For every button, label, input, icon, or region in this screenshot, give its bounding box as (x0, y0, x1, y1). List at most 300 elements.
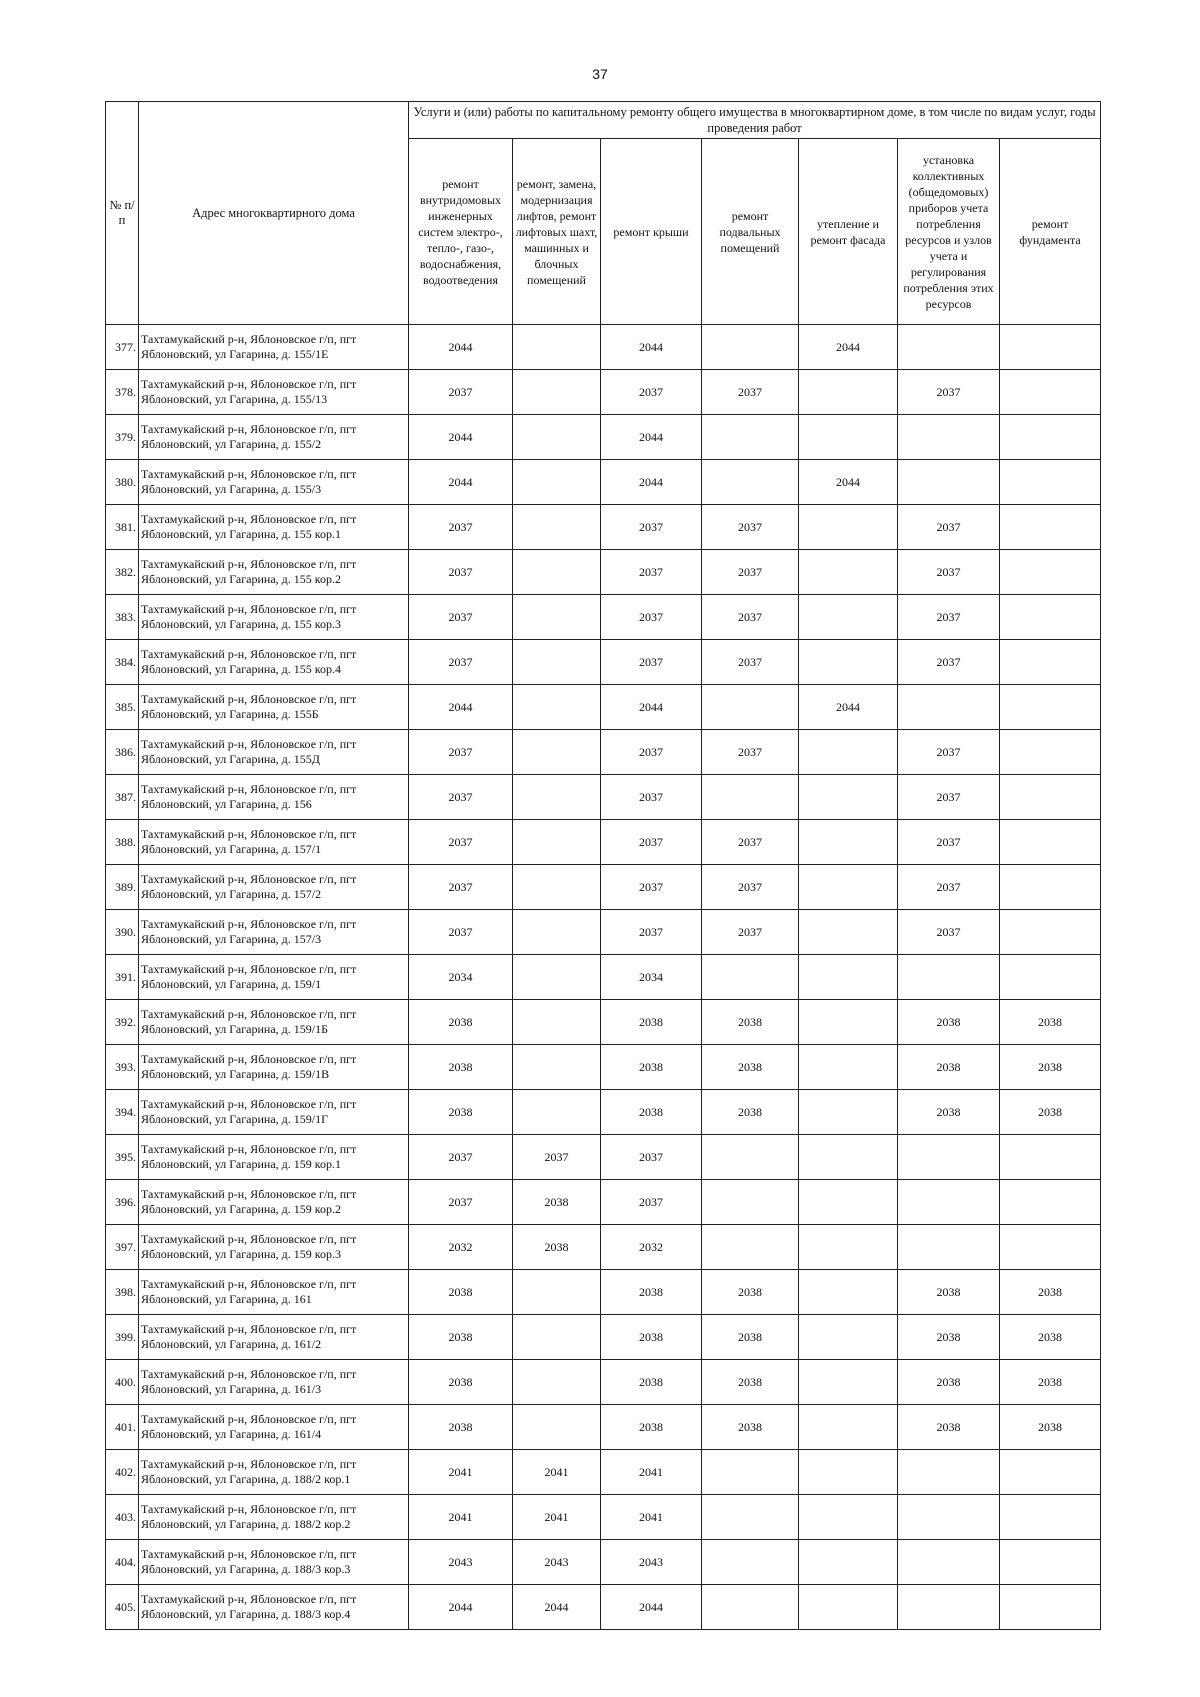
row-number: 396. (106, 1180, 139, 1225)
year-basement: 2038 (702, 1270, 799, 1315)
capital-repair-table (105, 101, 1101, 1630)
year-foundation (1000, 1495, 1101, 1540)
table-row (106, 1450, 1101, 1495)
year-elevators (513, 1045, 601, 1090)
year-engineering-systems: 2044 (409, 325, 513, 370)
table-body (106, 325, 1101, 1630)
year-foundation: 2038 (1000, 1315, 1101, 1360)
header-facade: утепление и ремонт фасада (799, 139, 898, 325)
table-row (106, 325, 1101, 370)
year-basement (702, 955, 799, 1000)
year-engineering-systems: 2037 (409, 775, 513, 820)
year-foundation (1000, 820, 1101, 865)
year-elevators (513, 325, 601, 370)
row-number: 401. (106, 1405, 139, 1450)
year-elevators (513, 505, 601, 550)
row-address: Тахтамукайский р-н, Яблоновское г/п, пгт Яблоновский, ул Гагарина, д. 155/1Е (139, 325, 409, 370)
year-foundation (1000, 1135, 1101, 1180)
year-roof: 2037 (601, 640, 702, 685)
row-address: Тахтамукайский р-н, Яблоновское г/п, пгт Яблоновский, ул Гагарина, д. 155Д (139, 730, 409, 775)
year-foundation (1000, 730, 1101, 775)
year-elevators (513, 1315, 601, 1360)
year-foundation (1000, 1180, 1101, 1225)
year-engineering-systems: 2034 (409, 955, 513, 1000)
year-elevators (513, 1360, 601, 1405)
year-roof: 2037 (601, 595, 702, 640)
row-address: Тахтамукайский р-н, Яблоновское г/п, пгт Яблоновский, ул Гагарина, д. 157/1 (139, 820, 409, 865)
row-address: Тахтамукайский р-н, Яблоновское г/п, пгт Яблоновский, ул Гагарина, д. 188/3 кор.4 (139, 1585, 409, 1630)
year-meters (898, 1180, 1000, 1225)
year-elevators (513, 460, 601, 505)
row-number: 393. (106, 1045, 139, 1090)
year-basement: 2037 (702, 505, 799, 550)
year-facade (799, 820, 898, 865)
year-basement: 2038 (702, 1360, 799, 1405)
year-engineering-systems: 2038 (409, 1090, 513, 1135)
year-elevators (513, 730, 601, 775)
table-row (106, 1405, 1101, 1450)
year-facade (799, 370, 898, 415)
year-roof: 2038 (601, 1270, 702, 1315)
row-number: 403. (106, 1495, 139, 1540)
year-roof: 2038 (601, 1090, 702, 1135)
year-meters: 2038 (898, 1270, 1000, 1315)
row-address: Тахтамукайский р-н, Яблоновское г/п, пгт Яблоновский, ул Гагарина, д. 159/1 (139, 955, 409, 1000)
row-address: Тахтамукайский р-н, Яблоновское г/п, пгт Яблоновский, ул Гагарина, д. 188/2 кор.1 (139, 1450, 409, 1495)
year-elevators (513, 910, 601, 955)
year-meters (898, 1585, 1000, 1630)
year-meters: 2038 (898, 1360, 1000, 1405)
year-meters: 2037 (898, 820, 1000, 865)
year-basement: 2037 (702, 640, 799, 685)
row-address: Тахтамукайский р-н, Яблоновское г/п, пгт Яблоновский, ул Гагарина, д. 159 кор.2 (139, 1180, 409, 1225)
year-foundation (1000, 1450, 1101, 1495)
year-foundation: 2038 (1000, 1360, 1101, 1405)
year-roof: 2038 (601, 1405, 702, 1450)
year-elevators: 2037 (513, 1135, 601, 1180)
row-number: 386. (106, 730, 139, 775)
row-number: 399. (106, 1315, 139, 1360)
year-engineering-systems: 2032 (409, 1225, 513, 1270)
year-elevators (513, 640, 601, 685)
row-address: Тахтамукайский р-н, Яблоновское г/п, пгт Яблоновский, ул Гагарина, д. 155Б (139, 685, 409, 730)
table-row (106, 415, 1101, 460)
year-engineering-systems: 2037 (409, 640, 513, 685)
table-row (106, 1045, 1101, 1090)
year-roof: 2044 (601, 325, 702, 370)
table-row (106, 685, 1101, 730)
year-engineering-systems: 2044 (409, 460, 513, 505)
year-meters: 2037 (898, 910, 1000, 955)
year-meters (898, 460, 1000, 505)
year-roof: 2038 (601, 1000, 702, 1045)
year-elevators (513, 1090, 601, 1135)
year-basement: 2038 (702, 1315, 799, 1360)
row-number: 382. (106, 550, 139, 595)
year-facade (799, 1000, 898, 1045)
table-row (106, 865, 1101, 910)
year-meters: 2037 (898, 550, 1000, 595)
year-basement: 2037 (702, 820, 799, 865)
year-foundation (1000, 685, 1101, 730)
row-address: Тахтамукайский р-н, Яблоновское г/п, пгт Яблоновский, ул Гагарина, д. 159/1В (139, 1045, 409, 1090)
year-elevators: 2041 (513, 1495, 601, 1540)
row-number: 392. (106, 1000, 139, 1045)
row-number: 378. (106, 370, 139, 415)
year-facade (799, 910, 898, 955)
year-basement: 2038 (702, 1045, 799, 1090)
year-facade (799, 1495, 898, 1540)
year-facade (799, 1450, 898, 1495)
year-engineering-systems: 2037 (409, 505, 513, 550)
year-roof: 2038 (601, 1360, 702, 1405)
year-facade (799, 865, 898, 910)
year-foundation (1000, 775, 1101, 820)
row-number: 388. (106, 820, 139, 865)
year-basement: 2037 (702, 730, 799, 775)
year-facade: 2044 (799, 685, 898, 730)
year-meters (898, 1225, 1000, 1270)
table-row (106, 1585, 1101, 1630)
year-engineering-systems: 2044 (409, 685, 513, 730)
table-row (106, 775, 1101, 820)
year-elevators (513, 685, 601, 730)
year-engineering-systems: 2037 (409, 865, 513, 910)
header-works-group: Услуги и (или) работы по капитальному ремонту общего имущества в многоквартирном доме, в том числе по видам услуг, годы проведения работ (409, 102, 1101, 139)
year-engineering-systems: 2037 (409, 730, 513, 775)
year-basement (702, 1540, 799, 1585)
year-engineering-systems: 2038 (409, 1270, 513, 1315)
year-facade (799, 1270, 898, 1315)
row-number: 395. (106, 1135, 139, 1180)
year-basement: 2037 (702, 865, 799, 910)
year-meters: 2038 (898, 1045, 1000, 1090)
year-roof: 2044 (601, 460, 702, 505)
table-row (106, 1540, 1101, 1585)
year-meters: 2037 (898, 730, 1000, 775)
year-facade (799, 1090, 898, 1135)
table-row (106, 1495, 1101, 1540)
row-number: 398. (106, 1270, 139, 1315)
year-foundation (1000, 460, 1101, 505)
row-number: 390. (106, 910, 139, 955)
year-basement (702, 1495, 799, 1540)
year-engineering-systems: 2037 (409, 1180, 513, 1225)
row-address: Тахтамукайский р-н, Яблоновское г/п, пгт Яблоновский, ул Гагарина, д. 188/3 кор.3 (139, 1540, 409, 1585)
year-basement (702, 1225, 799, 1270)
header-roof: ремонт крыши (601, 139, 702, 325)
row-address: Тахтамукайский р-н, Яблоновское г/п, пгт Яблоновский, ул Гагарина, д. 159 кор.3 (139, 1225, 409, 1270)
year-foundation: 2038 (1000, 1270, 1101, 1315)
year-engineering-systems: 2037 (409, 370, 513, 415)
row-number: 377. (106, 325, 139, 370)
year-facade (799, 775, 898, 820)
year-elevators: 2041 (513, 1450, 601, 1495)
table-row (106, 550, 1101, 595)
table-row (106, 1315, 1101, 1360)
table-row (106, 460, 1101, 505)
year-meters (898, 415, 1000, 460)
year-elevators: 2038 (513, 1180, 601, 1225)
row-address: Тахтамукайский р-н, Яблоновское г/п, пгт Яблоновский, ул Гагарина, д. 155 кор.2 (139, 550, 409, 595)
row-number: 400. (106, 1360, 139, 1405)
year-elevators (513, 865, 601, 910)
year-foundation: 2038 (1000, 1000, 1101, 1045)
year-engineering-systems: 2038 (409, 1045, 513, 1090)
year-foundation: 2038 (1000, 1045, 1101, 1090)
row-address: Тахтамукайский р-н, Яблоновское г/п, пгт Яблоновский, ул Гагарина, д. 161/4 (139, 1405, 409, 1450)
year-facade (799, 955, 898, 1000)
year-engineering-systems: 2043 (409, 1540, 513, 1585)
year-roof: 2038 (601, 1315, 702, 1360)
year-facade (799, 640, 898, 685)
year-basement: 2037 (702, 910, 799, 955)
year-elevators: 2038 (513, 1225, 601, 1270)
year-foundation (1000, 640, 1101, 685)
row-address: Тахтамукайский р-н, Яблоновское г/п, пгт Яблоновский, ул Гагарина, д. 155 кор.3 (139, 595, 409, 640)
year-foundation (1000, 1225, 1101, 1270)
year-elevators (513, 775, 601, 820)
year-foundation (1000, 955, 1101, 1000)
page-number: 37 (592, 66, 608, 82)
year-facade (799, 1540, 898, 1585)
row-address: Тахтамукайский р-н, Яблоновское г/п, пгт Яблоновский, ул Гагарина, д. 159/1Б (139, 1000, 409, 1045)
table-row (106, 505, 1101, 550)
row-number: 389. (106, 865, 139, 910)
year-basement (702, 1450, 799, 1495)
year-basement: 2037 (702, 370, 799, 415)
year-meters (898, 1135, 1000, 1180)
row-address: Тахтамукайский р-н, Яблоновское г/п, пгт Яблоновский, ул Гагарина, д. 155 кор.4 (139, 640, 409, 685)
year-roof: 2044 (601, 415, 702, 460)
year-elevators (513, 820, 601, 865)
year-meters: 2037 (898, 865, 1000, 910)
year-basement: 2037 (702, 595, 799, 640)
year-meters (898, 325, 1000, 370)
year-roof: 2037 (601, 1180, 702, 1225)
row-address: Тахтамукайский р-н, Яблоновское г/п, пгт Яблоновский, ул Гагарина, д. 157/3 (139, 910, 409, 955)
year-meters: 2037 (898, 640, 1000, 685)
table-row (106, 1180, 1101, 1225)
row-address: Тахтамукайский р-н, Яблоновское г/п, пгт Яблоновский, ул Гагарина, д. 155 кор.1 (139, 505, 409, 550)
year-facade (799, 550, 898, 595)
table-row (106, 1270, 1101, 1315)
year-engineering-systems: 2037 (409, 910, 513, 955)
year-roof: 2037 (601, 550, 702, 595)
year-facade (799, 505, 898, 550)
year-roof: 2043 (601, 1540, 702, 1585)
row-address: Тахтамукайский р-н, Яблоновское г/п, пгт Яблоновский, ул Гагарина, д. 155/2 (139, 415, 409, 460)
year-elevators: 2043 (513, 1540, 601, 1585)
header-basement: ремонт подвальных помещений (702, 139, 799, 325)
table-row (106, 1360, 1101, 1405)
table-row (106, 1225, 1101, 1270)
table-row (106, 595, 1101, 640)
year-meters (898, 685, 1000, 730)
year-meters (898, 1540, 1000, 1585)
year-meters: 2037 (898, 370, 1000, 415)
year-facade: 2044 (799, 325, 898, 370)
year-meters (898, 955, 1000, 1000)
year-foundation (1000, 865, 1101, 910)
year-engineering-systems: 2041 (409, 1495, 513, 1540)
row-address: Тахтамукайский р-н, Яблоновское г/п, пгт Яблоновский, ул Гагарина, д. 161 (139, 1270, 409, 1315)
year-basement (702, 460, 799, 505)
table-row (106, 1135, 1101, 1180)
header-engineering-systems: ремонт внутридомовых инженерных систем электро-, тепло-, газо-, водоснабжения, водоотведения (409, 139, 513, 325)
row-number: 405. (106, 1585, 139, 1630)
row-number: 381. (106, 505, 139, 550)
row-number: 384. (106, 640, 139, 685)
year-meters: 2037 (898, 595, 1000, 640)
year-elevators (513, 595, 601, 640)
year-facade (799, 1225, 898, 1270)
table-row (106, 730, 1101, 775)
year-roof: 2037 (601, 1135, 702, 1180)
year-roof: 2037 (601, 820, 702, 865)
year-basement (702, 1180, 799, 1225)
row-address: Тахтамукайский р-н, Яблоновское г/п, пгт Яблоновский, ул Гагарина, д. 155/13 (139, 370, 409, 415)
year-engineering-systems: 2041 (409, 1450, 513, 1495)
year-roof: 2037 (601, 775, 702, 820)
year-basement: 2038 (702, 1000, 799, 1045)
year-roof: 2037 (601, 910, 702, 955)
table-row (106, 955, 1101, 1000)
header-address: Адрес многоквартирного дома (139, 102, 409, 325)
row-number: 402. (106, 1450, 139, 1495)
header-foundation: ремонт фундамента (1000, 139, 1101, 325)
year-foundation (1000, 595, 1101, 640)
row-address: Тахтамукайский р-н, Яблоновское г/п, пгт Яблоновский, ул Гагарина, д. 157/2 (139, 865, 409, 910)
row-number: 379. (106, 415, 139, 460)
year-engineering-systems: 2044 (409, 415, 513, 460)
year-elevators (513, 415, 601, 460)
row-address: Тахтамукайский р-н, Яблоновское г/п, пгт Яблоновский, ул Гагарина, д. 161/2 (139, 1315, 409, 1360)
year-basement (702, 415, 799, 460)
year-basement (702, 1585, 799, 1630)
year-roof: 2034 (601, 955, 702, 1000)
year-roof: 2037 (601, 505, 702, 550)
year-roof: 2044 (601, 1585, 702, 1630)
row-address: Тахтамукайский р-н, Яблоновское г/п, пгт Яблоновский, ул Гагарина, д. 156 (139, 775, 409, 820)
row-number: 387. (106, 775, 139, 820)
row-address: Тахтамукайский р-н, Яблоновское г/п, пгт Яблоновский, ул Гагарина, д. 159 кор.1 (139, 1135, 409, 1180)
year-roof: 2037 (601, 865, 702, 910)
year-foundation (1000, 1540, 1101, 1585)
year-engineering-systems: 2044 (409, 1585, 513, 1630)
year-meters: 2037 (898, 775, 1000, 820)
year-foundation (1000, 325, 1101, 370)
year-basement (702, 775, 799, 820)
row-address: Тахтамукайский р-н, Яблоновское г/п, пгт Яблоновский, ул Гагарина, д. 159/1Г (139, 1090, 409, 1135)
header-meters: установка коллективных (общедомовых) приборов учета потребления ресурсов и узлов учета и регулирования потребления этих ресурсов (898, 139, 1000, 325)
year-engineering-systems: 2038 (409, 1000, 513, 1045)
year-roof: 2037 (601, 370, 702, 415)
year-meters: 2038 (898, 1000, 1000, 1045)
year-foundation (1000, 910, 1101, 955)
row-address: Тахтамукайский р-н, Яблоновское г/п, пгт Яблоновский, ул Гагарина, д. 161/3 (139, 1360, 409, 1405)
year-foundation (1000, 550, 1101, 595)
year-roof: 2032 (601, 1225, 702, 1270)
year-elevators (513, 955, 601, 1000)
year-facade (799, 1315, 898, 1360)
year-roof: 2038 (601, 1045, 702, 1090)
year-basement: 2038 (702, 1090, 799, 1135)
year-meters (898, 1450, 1000, 1495)
table-row (106, 910, 1101, 955)
header-elevators: ремонт, замена, модернизация лифтов, ремонт лифтовых шахт, машинных и блочных помещений (513, 139, 601, 325)
table-row (106, 370, 1101, 415)
year-basement: 2038 (702, 1405, 799, 1450)
year-engineering-systems: 2038 (409, 1315, 513, 1360)
year-engineering-systems: 2038 (409, 1405, 513, 1450)
year-foundation: 2038 (1000, 1090, 1101, 1135)
year-facade (799, 1360, 898, 1405)
row-number: 404. (106, 1540, 139, 1585)
year-meters: 2037 (898, 505, 1000, 550)
table-row (106, 640, 1101, 685)
year-engineering-systems: 2038 (409, 1360, 513, 1405)
year-engineering-systems: 2037 (409, 550, 513, 595)
table-row (106, 1000, 1101, 1045)
year-meters: 2038 (898, 1090, 1000, 1135)
year-roof: 2041 (601, 1450, 702, 1495)
year-facade (799, 1405, 898, 1450)
row-address: Тахтамукайский р-н, Яблоновское г/п, пгт Яблоновский, ул Гагарина, д. 188/2 кор.2 (139, 1495, 409, 1540)
year-roof: 2037 (601, 730, 702, 775)
row-number: 385. (106, 685, 139, 730)
year-roof: 2044 (601, 685, 702, 730)
header-row-number: № п/п (106, 102, 139, 325)
year-engineering-systems: 2037 (409, 1135, 513, 1180)
year-elevators: 2044 (513, 1585, 601, 1630)
year-foundation (1000, 1585, 1101, 1630)
year-facade (799, 1135, 898, 1180)
year-elevators (513, 370, 601, 415)
year-meters (898, 1495, 1000, 1540)
year-basement (702, 1135, 799, 1180)
year-facade (799, 1585, 898, 1630)
year-foundation (1000, 505, 1101, 550)
year-elevators (513, 1270, 601, 1315)
year-basement (702, 685, 799, 730)
year-elevators (513, 1405, 601, 1450)
year-engineering-systems: 2037 (409, 595, 513, 640)
row-number: 397. (106, 1225, 139, 1270)
year-facade (799, 415, 898, 460)
year-meters: 2038 (898, 1315, 1000, 1360)
year-foundation: 2038 (1000, 1405, 1101, 1450)
year-foundation (1000, 370, 1101, 415)
year-basement: 2037 (702, 550, 799, 595)
row-address: Тахтамукайский р-н, Яблоновское г/п, пгт Яблоновский, ул Гагарина, д. 155/3 (139, 460, 409, 505)
row-number: 391. (106, 955, 139, 1000)
table-row (106, 820, 1101, 865)
year-foundation (1000, 415, 1101, 460)
year-elevators (513, 1000, 601, 1045)
year-meters: 2038 (898, 1405, 1000, 1450)
year-elevators (513, 550, 601, 595)
year-facade (799, 1180, 898, 1225)
year-facade (799, 1045, 898, 1090)
row-number: 380. (106, 460, 139, 505)
year-engineering-systems: 2037 (409, 820, 513, 865)
year-facade: 2044 (799, 460, 898, 505)
year-roof: 2041 (601, 1495, 702, 1540)
year-facade (799, 595, 898, 640)
year-facade (799, 730, 898, 775)
table-row (106, 1090, 1101, 1135)
